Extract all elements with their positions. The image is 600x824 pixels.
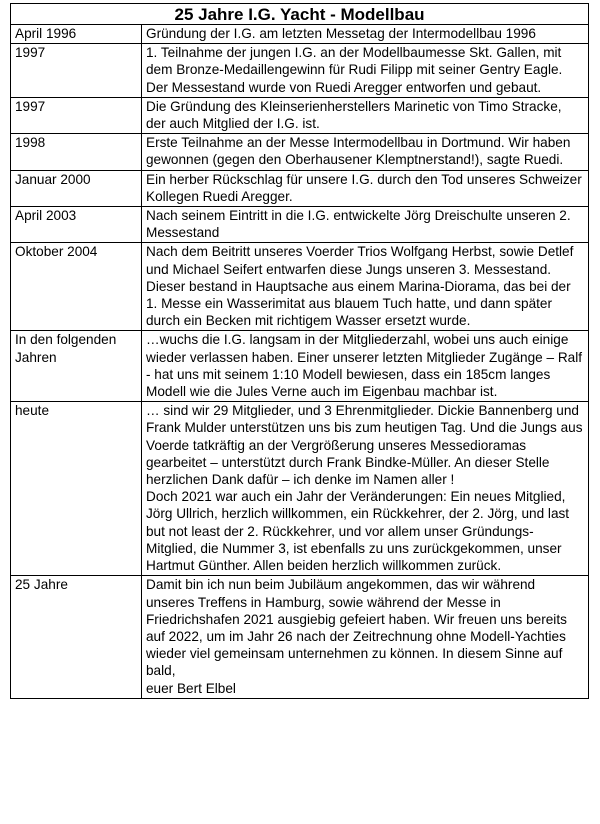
row-text: Nach seinem Eintritt in die I.G. entwickelte Jörg Dreischulte unseren 2. Messestand (142, 207, 589, 243)
chronicle-table (10, 3, 589, 699)
table-row (11, 243, 589, 331)
row-date: 1998 (11, 134, 142, 170)
table-row (11, 25, 589, 44)
row-date: 25 Jahre (11, 576, 142, 698)
table-row (11, 134, 589, 170)
chronicle-document (10, 3, 588, 699)
row-text: …wuchs die I.G. langsam in der Mitgliederzahl, wobei uns auch einige wieder verlassen haben. Einer unserer letzten Mitglieder Zugänge – Ralf - hat uns mit seinem 1:10 Modell bewiesen, dass ein 185cm langes Modell wie die Jules Verne auch im Eigenbau machbar ist. (142, 331, 589, 402)
row-text: Die Gründung des Kleinserienherstellers Marinetic von Timo Stracke, der auch Mitglied der I.G. ist. (142, 97, 589, 133)
title-row (11, 4, 589, 25)
row-text: Damit bin ich nun beim Jubiläum angekommen, das wir während unseres Treffens in Hamburg, sowie während der Messe in Friedrichshafen 2021 ausgiebig gefeiert haben. Wir freuen uns bereits auf 2022, um im Jahr 26 nach der Zeitrechnung ohne Modell-Yachties wieder viel gemeinsam unternehmen zu können. In diesem Sinne auf bald, euer Bert Elbel (142, 576, 589, 698)
row-text: Ein herber Rückschlag für unsere I.G. durch den Tod unseres Schweizer Kollegen Ruedi Aregger. (142, 170, 589, 206)
row-date: 1997 (11, 97, 142, 133)
table-row (11, 402, 589, 576)
row-text: Erste Teilnahme an der Messe Intermodellbau in Dortmund. Wir haben gewonnen (gegen den Oberhausener Klemptnerstand!), sagte Ruedi. (142, 134, 589, 170)
row-text: … sind wir 29 Mitglieder, und 3 Ehrenmitglieder. Dickie Bannenberg und Frank Mulder unterstützen uns bis zum heutigen Tag. Und die Jungs aus Voerde tatkräftig an der Vergrößerung unseres Messedioramas gearbeitet – unterstützt durch Frank Bindke-Müller. An dieser Stelle herzlichen Dank dafür – ich denke im Namen aller ! Doch 2021 war auch ein Jahr der Veränderungen: Ein neues Mitglied, Jörg Ullrich, herzlich willkommen, ein Rückkehrer, der 2. Jörg, und last but not least der 2. Rückkehrer, und vor allem unser Gründungs-Mitglied, die Nummer 3, ist ebenfalls zu uns zurückgekommen, unser Hartmut Günther. Allen beiden herzlich willkommen zurück. (142, 402, 589, 576)
document-title: 25 Jahre I.G. Yacht - Modellbau (11, 4, 589, 25)
row-date: heute (11, 402, 142, 576)
row-text: 1. Teilnahme der jungen I.G. an der Modellbaumesse Skt. Gallen, mit dem Bronze-Medaillengewinn für Rudi Filipp mit seiner Gentry Eagle. Der Messestand wurde von Ruedi Aregger entworfen und gebaut. (142, 44, 589, 98)
row-date: Oktober 2004 (11, 243, 142, 331)
table-row (11, 576, 589, 698)
table-row (11, 207, 589, 243)
row-date: 1997 (11, 44, 142, 98)
row-date: Januar 2000 (11, 170, 142, 206)
table-row (11, 97, 589, 133)
row-date: April 1996 (11, 25, 142, 44)
table-row (11, 44, 589, 98)
row-text: Gründung der I.G. am letzten Messetag der Intermodellbau 1996 (142, 25, 589, 44)
row-text: Nach dem Beitritt unseres Voerder Trios Wolfgang Herbst, sowie Detlef und Michael Seifert entwarfen diese Jungs unseren 3. Messestand. Dieser bestand in Hauptsache aus einem Marina-Diorama, das bei der 1. Messe ein Wasserimitat aus blauem Tuch hatte, und dann später durch ein Becken mit richtigem Wasser ersetzt wurde. (142, 243, 589, 331)
table-row (11, 170, 589, 206)
row-date: April 2003 (11, 207, 142, 243)
table-row (11, 331, 589, 402)
row-date: In den folgenden Jahren (11, 331, 142, 402)
